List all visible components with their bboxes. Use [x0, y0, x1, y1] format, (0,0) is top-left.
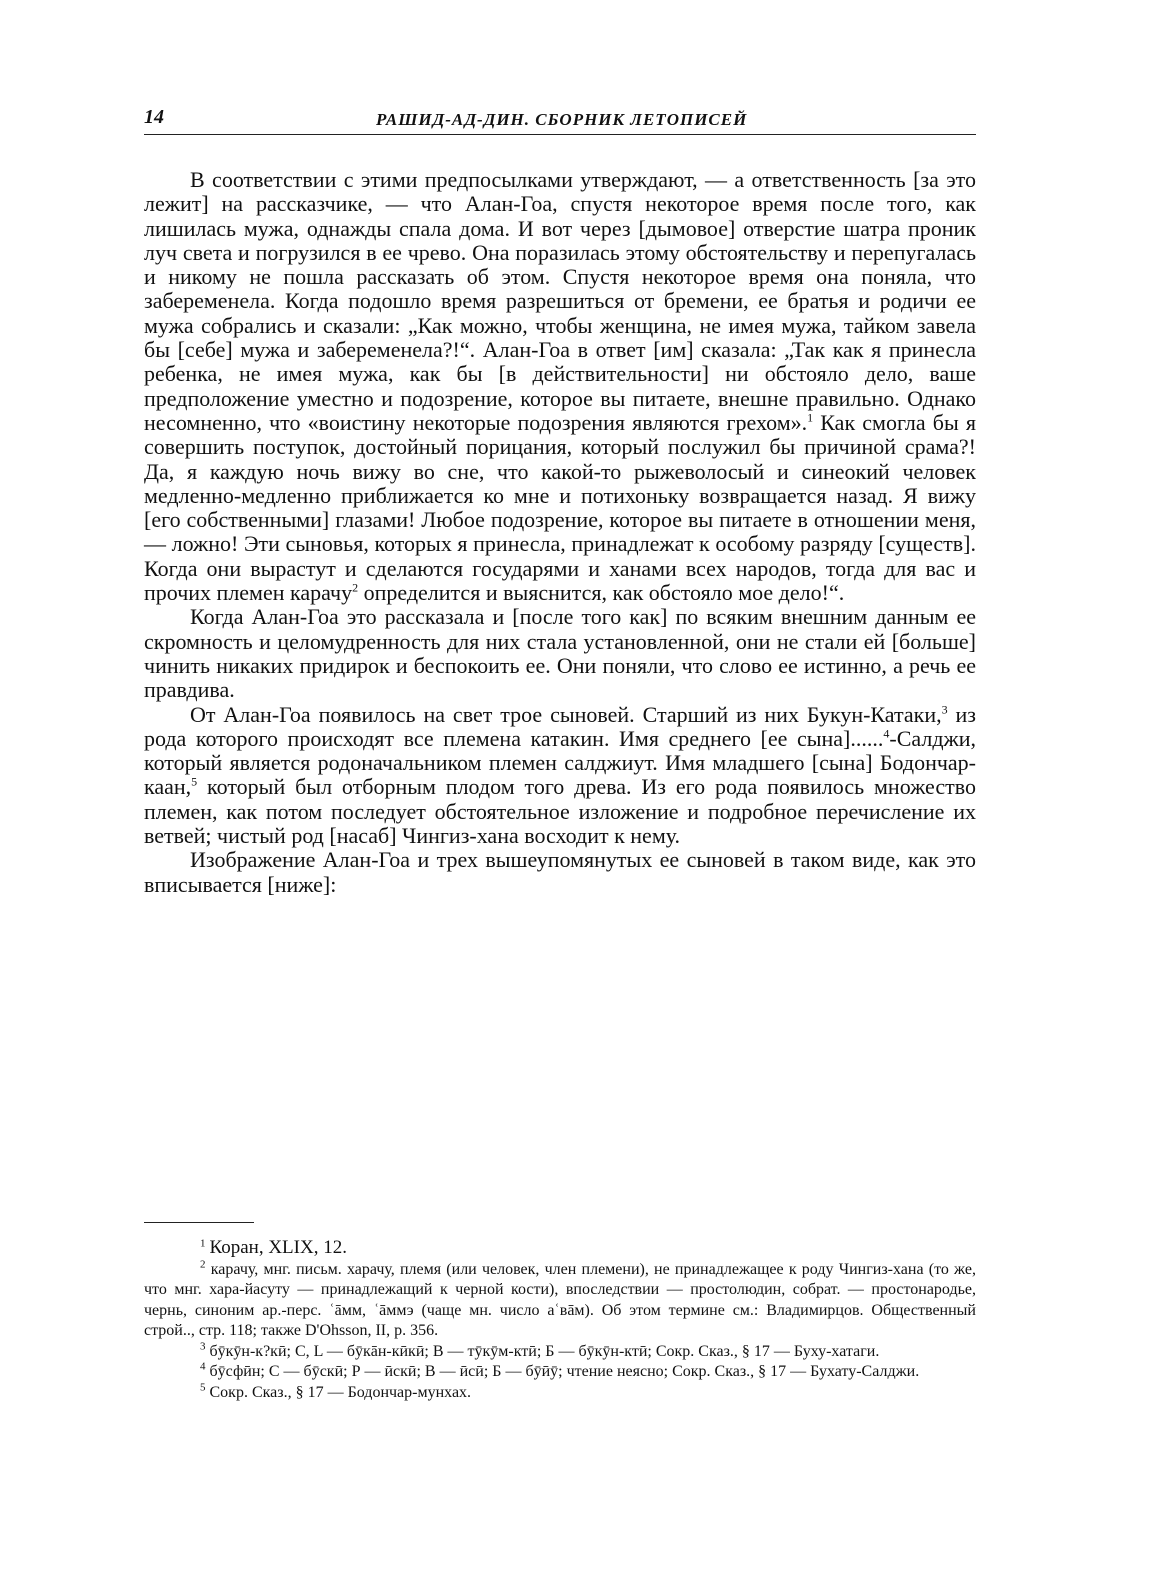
- paragraph-3: От Алан-Гоа появилось на свет трое сыновей. Старший из них Букун-Катаки,$^3$ из рода которого происходят все племена катакин. Имя среднего [ее сына]......$^4$-Салджи, который является родоначальником племен салджиут. Имя младшего [сына] Бодончар-каан,$^5$ который был отборным плодом того древа. Из его рода появилось множество племен, как потом последует обстоятельное изложение и подробное перечисление их ветвей; чистый род [насаб] Чингиз-хана восходит к нему.: [144, 701, 977, 849]
- footnote-separator: [144, 1222, 254, 1223]
- main-text: [144, 168, 976, 897]
- running-header: [144, 106, 976, 136]
- page-number: 14: [144, 106, 164, 128]
- footnote-ref-3: 3: [941, 702, 948, 717]
- footnote-ref-4: 4: [883, 726, 890, 741]
- footnotes: [144, 1238, 976, 1403]
- paragraph-2: Когда Алан-Гоа это рассказала и [после того как] по всяким внешним данным ее скромность и целомудренность для них стала установленной, они не стали ей [больше] чинить никаких придирок и беспокоить ее. Они поняли, что слово ее истинно, а речь ее правдива.: [144, 604, 976, 703]
- paragraph-1: В соответствии с этими предпосылками утверждают, — а ответственность [за это лежит] на рассказчике, — что Алан-Гоа, спустя некоторое время после того, как лишилась мужа, однажды спала дома. И вот через [дымовое] отверстие шатра проник луч света и погрузился в ее чрево. Она поразилась этому обстоятельству и перепугалась и никому не пошла рассказать об этом. Спустя некоторое время она поняла, что забеременела. Когда подошло время разрешиться от бремени, ее братья и родичи ее мужа собрались и сказали: „Как можно, чтобы женщина, не имея мужа, тайком завела бы [себе] мужа и забеременела?!“. Алан-Гоа в ответ [им] сказала: „Так как я принесла ребенка, не имея мужа, как бы [в действительности] ни обстояло дело, ваше предположение уместно и подозрение, которое вы питаете, внешне правильно. Однако несомненно, что «воистину некоторые подозрения являются грехом».$^1$ Как смогла бы я совершить поступок, достойный порицания, который послужил бы причиной срама?! Да, я каждую ночь вижу во сне, что какой-то рыжеволосый и синеокий человек медленно-медленно приближается ко мне и потихоньку возвращается назад. Я вижу [его собственными] глазами! Любое подозрение, которое вы питаете в отношении меня, — ложно! Эти сыновья, которых я принесла, принадлежат к особому разряду [существ]. Когда они вырастут и сделаются государями и ханами всех народов, тогда для вас и прочих племен карачу$^2$ определится и выяснится, как обстояло мое дело!“.: [144, 167, 976, 606]
- footnote-ref-2: 2: [352, 580, 359, 595]
- footnote-1: $^1$ Коран, XLIX, 12.: [200, 1237, 347, 1258]
- running-title: РАШИД-АД-ДИН. СБОРНИК ЛЕТОПИСЕЙ: [376, 110, 748, 129]
- footnote-3: $^3$ бӯкӯн-к?кӣ; С, L — бӯкāн-кӣкӣ; В — тӯкӯм-ктӣ; Б — бӯкӯн-ктӣ; Сокр. Сказ., § 17 — Буху-хатаги.: [200, 1340, 880, 1360]
- footnote-5: $^5$ Сокр. Сказ., § 17 — Бодончар-мунхах.: [200, 1381, 472, 1401]
- footnote-2: $^2$ карачу, мнг. письм. харачу, племя (или человек, член племени), не принадлежащее к роду Чингиз-хана (то же, что мнг. хара-йасуту — принадлежащий к черной кости), впоследствии — простолюдин, собрат. — простонародье, чернь, синоним ар.-перс. ʿāмм, ʿāммэ (чаще мн. число аʿвāм). Об этом термине см.: Владимирцов. Общественный строй.., стр. 118; также D'Ohsson, II, р. 356.: [144, 1258, 977, 1339]
- paragraph-4: Изображение Алан-Гоа и трех вышеупомянутых ее сыновей в таком виде, как это вписывается [ниже]:: [144, 847, 976, 897]
- footnote-ref-1: 1: [807, 410, 814, 425]
- footnote-ref-5: 5: [191, 775, 198, 790]
- footnote-4: $^4$ бӯсфӣн; С — бӯскӣ; Р — ӣскӣ; В — ӣсӣ; Б — бӯӣӯ; чтение неясно; Сокр. Сказ., § 17 — Бухату-Салджи.: [200, 1360, 920, 1380]
- header-rule: [144, 134, 976, 135]
